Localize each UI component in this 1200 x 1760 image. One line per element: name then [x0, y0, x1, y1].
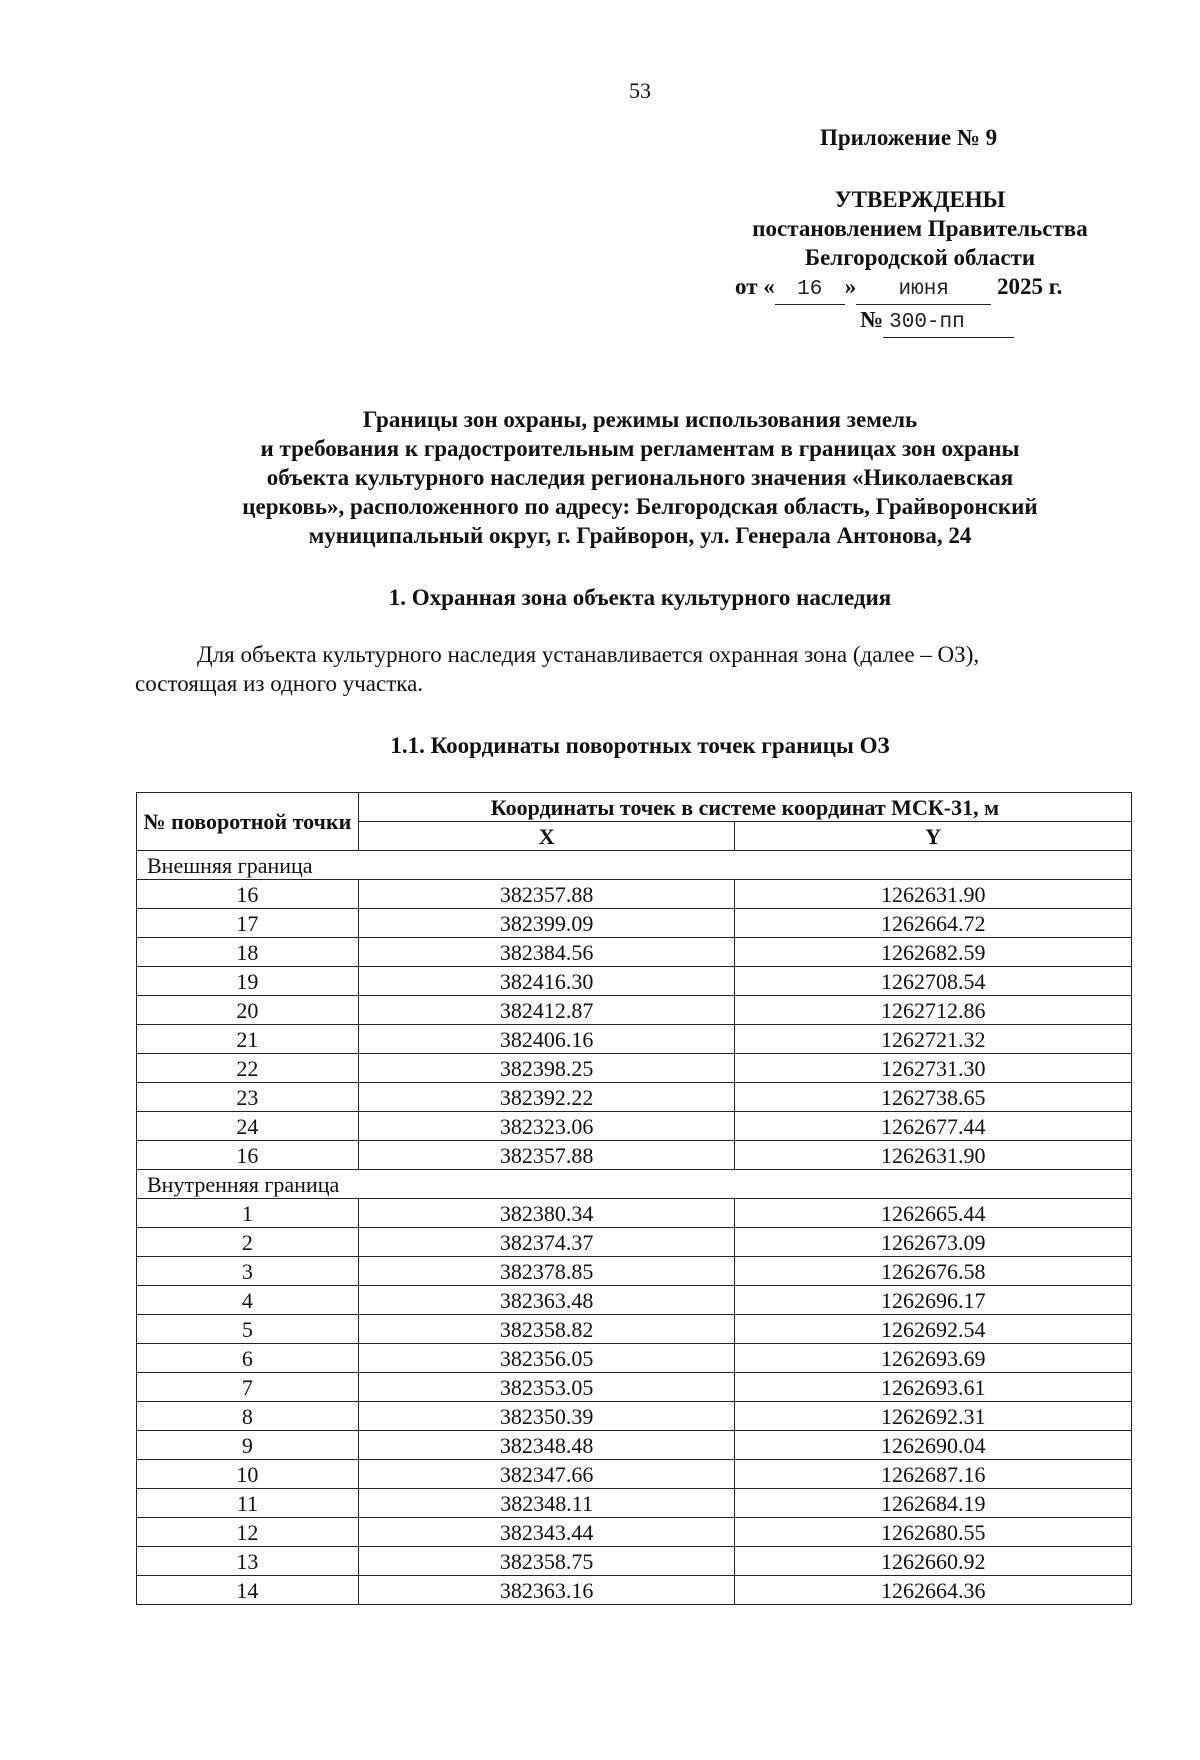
point-number-cell: 7: [137, 1373, 359, 1402]
x-coordinate-cell: 382392.22: [358, 1083, 735, 1112]
x-coordinate-cell: 382353.05: [358, 1373, 735, 1402]
point-number-cell: 24: [137, 1112, 359, 1141]
point-number-cell: 5: [137, 1315, 359, 1344]
y-coordinate-cell: 1262664.72: [735, 909, 1132, 938]
y-coordinate-cell: 1262684.19: [735, 1489, 1132, 1518]
date-prefix: от «: [735, 274, 775, 299]
document-title: [135, 405, 1145, 550]
table-body: [137, 851, 1132, 1605]
date-day-handwritten: 16: [775, 275, 845, 305]
table-row: [137, 1460, 1132, 1489]
group-row: [137, 851, 1132, 880]
table-row: [137, 1199, 1132, 1228]
point-number-cell: 21: [137, 1025, 359, 1054]
y-coordinate-cell: 1262708.54: [735, 967, 1132, 996]
title-line: церковь», расположенного по адресу: Белгородская область, Грайворонский: [242, 494, 1038, 519]
table-row: [137, 1402, 1132, 1431]
y-coordinate-cell: 1262692.31: [735, 1402, 1132, 1431]
date-mid: »: [844, 274, 857, 299]
title-line: муниципальный округ, г. Грайворон, ул. Генерала Антонова, 24: [308, 523, 972, 548]
title-line: Границы зон охраны, режимы использования земель: [362, 407, 918, 432]
y-coordinate-cell: 1262631.90: [735, 880, 1132, 909]
y-coordinate-cell: 1262665.44: [735, 1199, 1132, 1228]
point-number-cell: 16: [137, 1141, 359, 1170]
y-coordinate-cell: 1262677.44: [735, 1112, 1132, 1141]
coordinates-table: [136, 792, 1132, 1605]
title-line: объекта культурного наследия регионального значения «Николаевская: [266, 465, 1014, 490]
point-number-cell: 11: [137, 1489, 359, 1518]
x-coordinate-cell: 382358.75: [358, 1547, 735, 1576]
date-year: 2025 г.: [997, 274, 1063, 299]
x-coordinate-cell: 382357.88: [358, 880, 735, 909]
table-row: [137, 1576, 1132, 1605]
table-row: [137, 1025, 1132, 1054]
point-number-cell: 2: [137, 1228, 359, 1257]
table-row: [137, 1344, 1132, 1373]
approval-number-line: [720, 305, 1120, 338]
point-number-cell: 13: [137, 1547, 359, 1576]
x-coordinate-cell: 382384.56: [358, 938, 735, 967]
approval-line-2: Белгородской области: [804, 245, 1036, 270]
point-number-cell: 10: [137, 1460, 359, 1489]
y-coordinate-cell: 1262676.58: [735, 1257, 1132, 1286]
point-number-cell: 16: [137, 880, 359, 909]
y-coordinate-cell: 1262687.16: [735, 1460, 1132, 1489]
point-number-cell: 8: [137, 1402, 359, 1431]
table-row: [137, 1518, 1132, 1547]
approval-block: [720, 185, 1120, 338]
point-number-cell: 1: [137, 1199, 359, 1228]
y-coordinate-cell: 1262692.54: [735, 1315, 1132, 1344]
y-coordinate-cell: 1262631.90: [735, 1141, 1132, 1170]
table-row: [137, 1315, 1132, 1344]
page-number: 53: [629, 78, 651, 103]
y-coordinate-cell: 1262693.61: [735, 1373, 1132, 1402]
body-paragraph: [135, 640, 1145, 698]
y-coordinate-cell: 1262712.86: [735, 996, 1132, 1025]
x-coordinate-cell: 382416.30: [358, 967, 735, 996]
header-coordinates: Координаты точек в системе координат МСК-31, м: [358, 793, 1131, 822]
x-coordinate-cell: 382350.39: [358, 1402, 735, 1431]
x-coordinate-cell: 382347.66: [358, 1460, 735, 1489]
table-row: [137, 1373, 1132, 1402]
x-coordinate-cell: 382363.48: [358, 1286, 735, 1315]
appendix-label: Приложение № 9: [820, 125, 998, 150]
table-row: [137, 1112, 1132, 1141]
point-number-cell: 3: [137, 1257, 359, 1286]
table-row: [137, 880, 1132, 909]
point-number-cell: 22: [137, 1054, 359, 1083]
y-coordinate-cell: 1262680.55: [735, 1518, 1132, 1547]
number-handwritten: 300-пп: [883, 308, 1014, 338]
x-coordinate-cell: 382412.87: [358, 996, 735, 1025]
y-coordinate-cell: 1262660.92: [735, 1547, 1132, 1576]
y-coordinate-cell: 1262721.32: [735, 1025, 1132, 1054]
approval-date-line: [720, 272, 1120, 305]
y-coordinate-cell: 1262696.17: [735, 1286, 1132, 1315]
x-coordinate-cell: 382348.48: [358, 1431, 735, 1460]
point-number-cell: 12: [137, 1518, 359, 1547]
point-number-cell: 19: [137, 967, 359, 996]
number-prefix: №: [860, 307, 884, 332]
y-coordinate-cell: 1262693.69: [735, 1344, 1132, 1373]
point-number-cell: 23: [137, 1083, 359, 1112]
x-coordinate-cell: 382380.34: [358, 1199, 735, 1228]
title-line: и требования к градостроительным регламентам в границах зон охраны: [260, 436, 1020, 461]
table-row: [137, 1489, 1132, 1518]
point-number-cell: 6: [137, 1344, 359, 1373]
header-x: X: [358, 822, 735, 851]
table-row: [137, 1083, 1132, 1112]
x-coordinate-cell: 382348.11: [358, 1489, 735, 1518]
y-coordinate-cell: 1262738.65: [735, 1083, 1132, 1112]
header-point-number: № поворотной точки: [137, 793, 359, 851]
point-number-cell: 4: [137, 1286, 359, 1315]
x-coordinate-cell: 382343.44: [358, 1518, 735, 1547]
table-row: [137, 1141, 1132, 1170]
x-coordinate-cell: 382398.25: [358, 1054, 735, 1083]
point-number-cell: 14: [137, 1576, 359, 1605]
group-label: Внешняя граница: [137, 851, 1132, 880]
y-coordinate-cell: 1262664.36: [735, 1576, 1132, 1605]
table-row: [137, 1286, 1132, 1315]
x-coordinate-cell: 382357.88: [358, 1141, 735, 1170]
table-row: [137, 996, 1132, 1025]
paragraph-line-1: Для объекта культурного наследия устанавливается охранная зона (далее – ОЗ),: [197, 642, 980, 667]
group-row: [137, 1170, 1132, 1199]
date-month-handwritten: июня: [856, 275, 991, 305]
x-coordinate-cell: 382374.37: [358, 1228, 735, 1257]
approval-line-1: постановлением Правительства: [752, 216, 1088, 241]
table-row: [137, 909, 1132, 938]
table-row: [137, 1257, 1132, 1286]
table-row: [137, 938, 1132, 967]
approval-title: УТВЕРЖДЕНЫ: [834, 187, 1006, 212]
section-heading: 1. Охранная зона объекта культурного наследия: [388, 585, 892, 610]
x-coordinate-cell: 382363.16: [358, 1576, 735, 1605]
y-coordinate-cell: 1262731.30: [735, 1054, 1132, 1083]
header-y: Y: [735, 822, 1132, 851]
point-number-cell: 17: [137, 909, 359, 938]
x-coordinate-cell: 382323.06: [358, 1112, 735, 1141]
x-coordinate-cell: 382378.85: [358, 1257, 735, 1286]
x-coordinate-cell: 382399.09: [358, 909, 735, 938]
table-row: [137, 1228, 1132, 1257]
table-row: [137, 1431, 1132, 1460]
point-number-cell: 9: [137, 1431, 359, 1460]
y-coordinate-cell: 1262690.04: [735, 1431, 1132, 1460]
table-row: [137, 1547, 1132, 1576]
paragraph-line-2: состоящая из одного участка.: [135, 671, 424, 696]
y-coordinate-cell: 1262682.59: [735, 938, 1132, 967]
x-coordinate-cell: 382406.16: [358, 1025, 735, 1054]
table-row: [137, 1054, 1132, 1083]
subsection-heading: 1.1. Координаты поворотных точек границы ОЗ: [390, 733, 890, 758]
x-coordinate-cell: 382358.82: [358, 1315, 735, 1344]
x-coordinate-cell: 382356.05: [358, 1344, 735, 1373]
point-number-cell: 20: [137, 996, 359, 1025]
group-label: Внутренняя граница: [137, 1170, 1132, 1199]
y-coordinate-cell: 1262673.09: [735, 1228, 1132, 1257]
point-number-cell: 18: [137, 938, 359, 967]
table-row: [137, 967, 1132, 996]
